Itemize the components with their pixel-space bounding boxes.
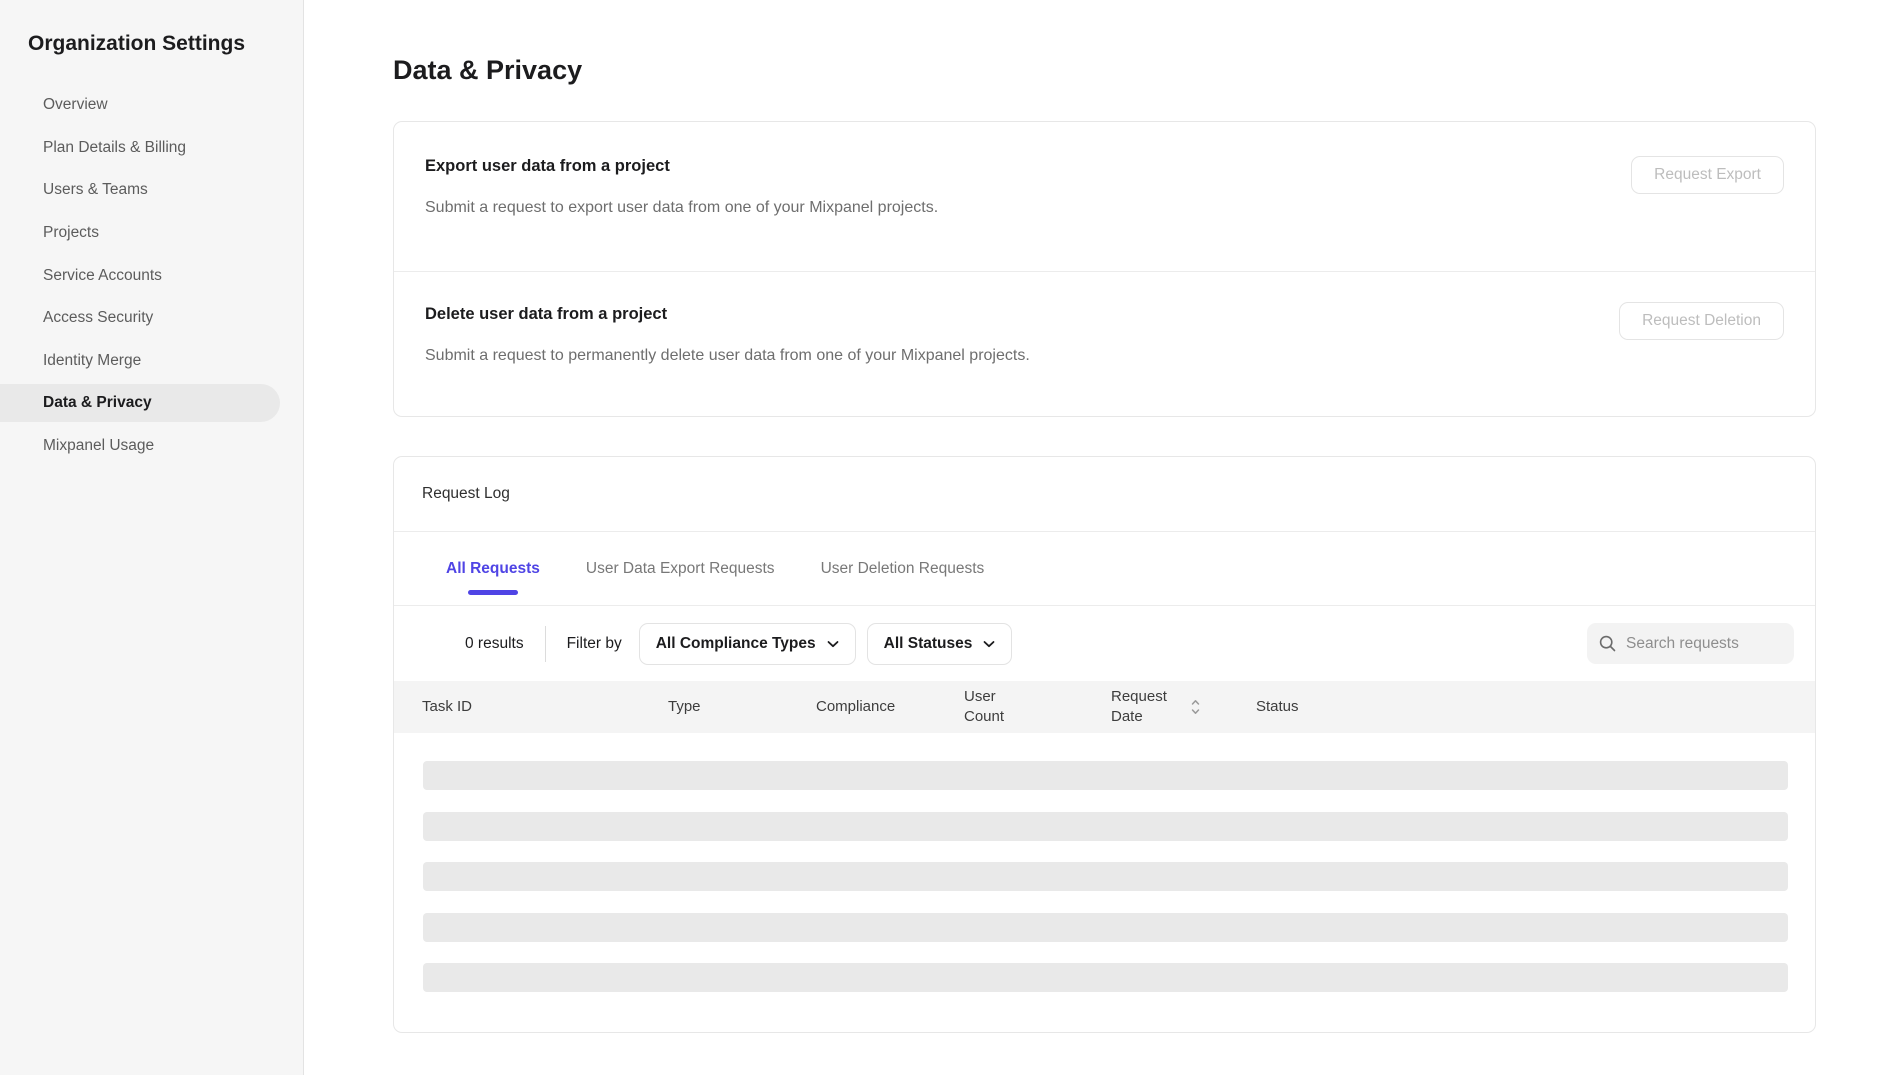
column-header-request-date[interactable]: [1111, 687, 1256, 727]
request-log-card: [393, 456, 1816, 1033]
sidebar-item-data-privacy[interactable]: Data & Privacy: [0, 384, 280, 422]
skeleton-row: [423, 963, 1788, 992]
sidebar-item-plan-details-billing[interactable]: Plan Details & Billing: [43, 138, 187, 156]
results-count: 0 results: [465, 634, 524, 652]
export-user-data-section: [394, 122, 1815, 271]
tab-user-data-export-requests[interactable]: [586, 532, 775, 605]
sort-icon[interactable]: [1191, 699, 1200, 715]
tab-all-requests[interactable]: [446, 532, 540, 605]
sidebar-item-access-security[interactable]: Access Security: [43, 309, 154, 327]
sidebar-item-projects[interactable]: Projects: [43, 224, 99, 242]
request-log-title: Request Log: [422, 485, 510, 502]
compliance-types-dropdown[interactable]: [639, 623, 856, 665]
column-header-user-count-label: User Count: [964, 688, 1005, 725]
statuses-dropdown[interactable]: [867, 623, 1013, 665]
column-header-type: Type: [668, 698, 701, 715]
request-export-button[interactable]: Request Export: [1631, 156, 1784, 194]
sidebar-item-identity-merge[interactable]: Identity Merge: [43, 351, 142, 369]
column-header-task-id: Task ID: [422, 698, 473, 715]
skeleton-row: [423, 862, 1788, 891]
filter-divider: [545, 626, 546, 662]
skeleton-row: [423, 812, 1788, 841]
delete-section-title: Delete user data from a project: [425, 305, 668, 323]
tab-user-data-export-requests-label: User Data Export Requests: [585, 559, 775, 577]
sidebar-item-overview[interactable]: Overview: [43, 96, 108, 114]
request-log-header: [394, 457, 1815, 531]
tab-user-deletion-requests[interactable]: [821, 532, 985, 605]
sidebar-title: Organization Settings: [28, 32, 246, 55]
skeleton-row: [423, 761, 1788, 790]
request-table-header: [394, 681, 1815, 733]
data-actions-card: [393, 121, 1816, 417]
column-header-compliance: Compliance: [816, 698, 896, 715]
filter-bar: [394, 606, 1815, 681]
compliance-types-dropdown-label: All Compliance Types: [655, 634, 816, 652]
column-header-user-count: [964, 687, 1111, 727]
chevron-down-icon: [827, 640, 839, 648]
export-section-description: Submit a request to export user data from one of your Mixpanel projects.: [425, 199, 939, 216]
organization-settings-sidebar: [0, 0, 304, 1075]
loading-rows-area: [394, 733, 1815, 1032]
active-tab-indicator: [468, 590, 518, 595]
column-header-status: Status: [1256, 698, 1299, 715]
delete-user-data-section: [394, 271, 1815, 416]
sidebar-item-users-teams[interactable]: Users & Teams: [43, 181, 148, 199]
request-deletion-button[interactable]: Request Deletion: [1619, 302, 1784, 340]
export-section-title: Export user data from a project: [425, 157, 670, 175]
delete-section-description: Submit a request to permanently delete user data from one of your Mixpanel projects.: [425, 347, 1030, 364]
sidebar-item-service-accounts[interactable]: Service Accounts: [43, 266, 162, 284]
tab-all-requests-label: All Requests: [446, 559, 540, 577]
column-header-request-date-label: Request Date: [1111, 688, 1167, 725]
search-icon: [1599, 635, 1616, 652]
tab-user-deletion-requests-label: User Deletion Requests: [820, 559, 985, 577]
search-requests-box[interactable]: [1587, 623, 1794, 664]
page-title: Data & Privacy: [393, 55, 583, 85]
sidebar-item-mixpanel-usage[interactable]: Mixpanel Usage: [43, 437, 155, 455]
skeleton-row: [423, 913, 1788, 942]
request-log-tabs: [394, 531, 1815, 606]
chevron-down-icon: [983, 640, 995, 648]
search-requests-input[interactable]: [1626, 635, 1776, 653]
statuses-dropdown-label: All Statuses: [883, 634, 973, 652]
filter-by-label: Filter by: [566, 634, 622, 652]
main-content: [304, 0, 1886, 1075]
